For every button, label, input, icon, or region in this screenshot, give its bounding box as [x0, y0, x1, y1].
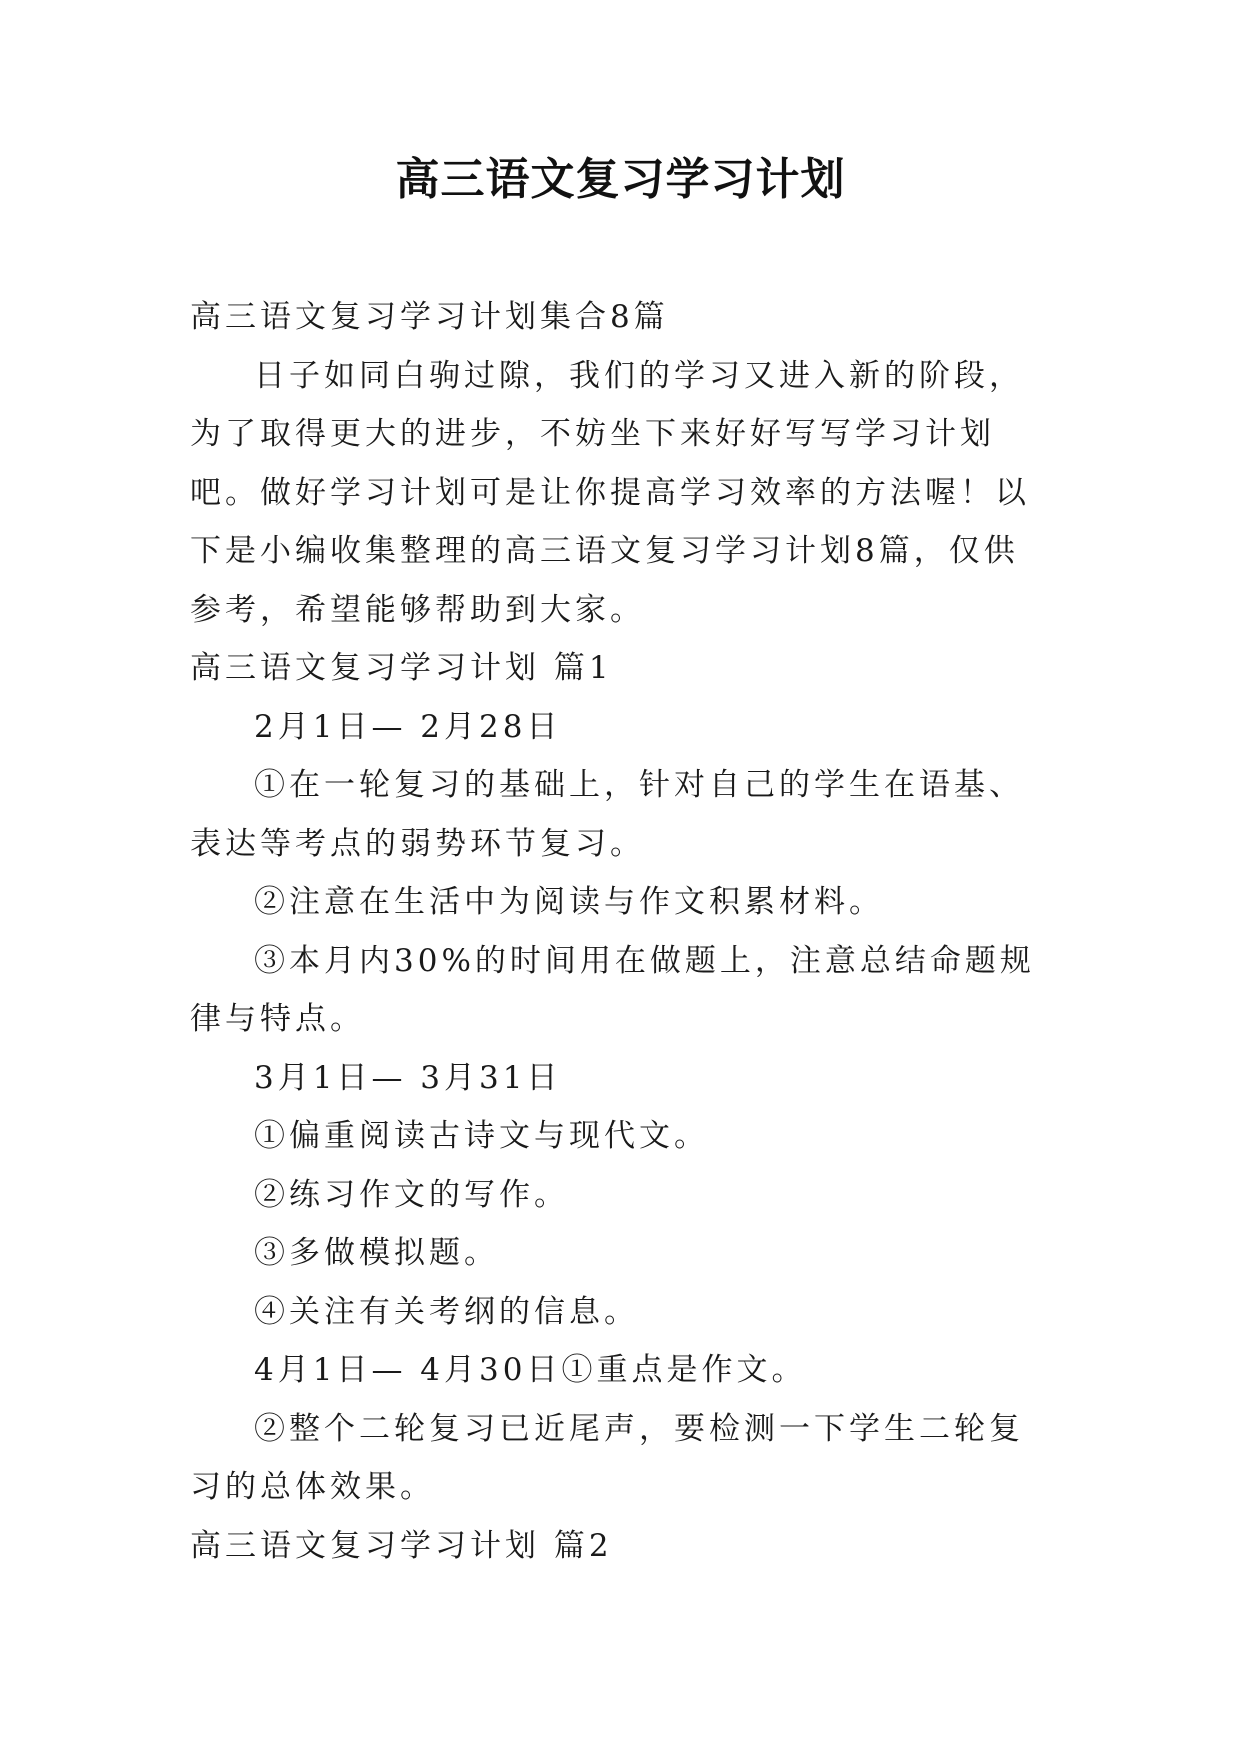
intro-paragraph: 日子如同白驹过隙，我们的学习又进入新的阶段，为了取得更大的进步，不妨坐下来好好写写学习计划吧。做好学习计划可是让你提高学习效率的方法喔！以下是小编收集整理的高三语文复习学习计划8篇，仅供参考，希望能够帮助到大家。	[190, 357, 1030, 628]
list-item: ①偏重阅读古诗文与现代文。	[254, 1118, 709, 1154]
list-item: ①在一轮复习的基础上，针对自己的学生在语基、表达等考点的弱势环节复习。	[190, 767, 1024, 862]
list-item: ②整个二轮复习已近尾声，要检测一下学生二轮复习的总体效果。	[190, 1410, 1024, 1505]
date-range-mar: 3月1日— 3月31日	[254, 1059, 562, 1096]
collection-subtitle: 高三语文复习学习计划集合8篇	[190, 299, 669, 335]
date-range-apr: 4月1日— 4月30日①重点是作文。	[254, 1352, 807, 1388]
list-item: ④关注有关考纲的信息。	[254, 1293, 639, 1330]
document-body	[190, 288, 1050, 1575]
list-item: ③本月内30%的时间用在做题上，注意总结命题规律与特点。	[190, 942, 1035, 1037]
date-range-feb: 2月1日— 2月28日	[254, 708, 562, 745]
list-item: ②练习作文的写作。	[254, 1176, 569, 1213]
section-heading-1: 高三语文复习学习计划 篇1	[190, 650, 613, 686]
section-heading-2: 高三语文复习学习计划 篇2	[190, 1527, 613, 1564]
list-item: ③多做模拟题。	[254, 1235, 499, 1271]
page-title: 高三语文复习学习计划	[395, 154, 846, 205]
list-item: ②注意在生活中为阅读与作文积累材料。	[254, 884, 884, 920]
